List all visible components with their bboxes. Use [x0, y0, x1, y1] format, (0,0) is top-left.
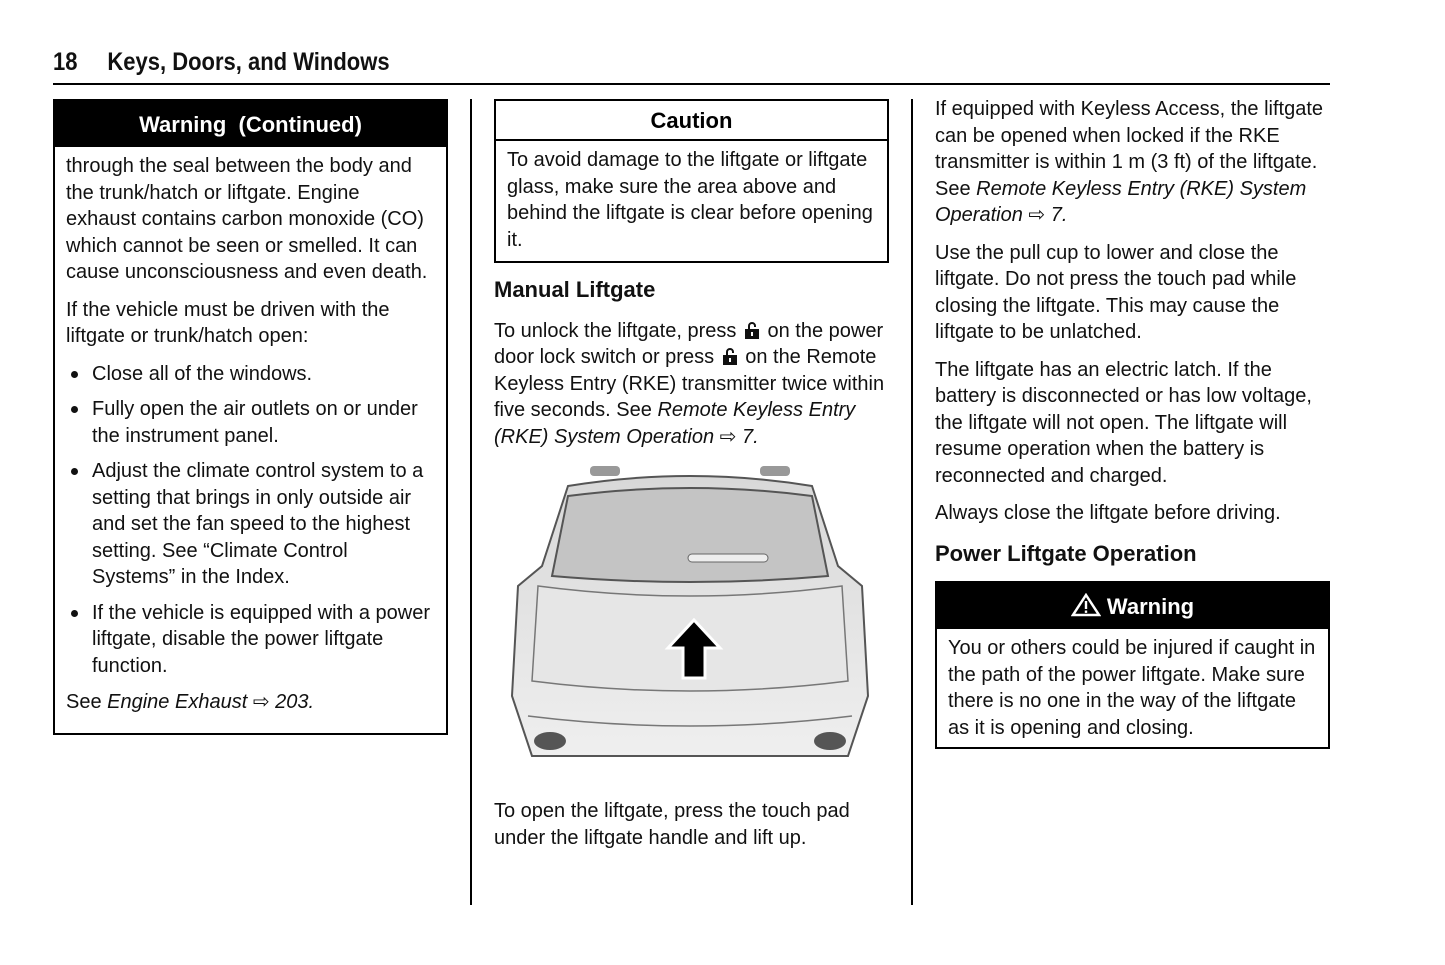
warning-triangle-icon: [1071, 593, 1101, 617]
column-1: [53, 99, 448, 735]
bullet-list: [66, 361, 435, 680]
paragraph: through the seal between the body and the trunk/hatch or liftgate. Engine exhaust contains carbon monoxide (CO) which cannot be seen or smelled. It can cause unconsciousness and even death.: [66, 155, 428, 283]
warning-title: Warning (Continued): [55, 101, 446, 147]
section-heading: Power Liftgate Operation: [935, 540, 1197, 566]
caution-text: To avoid damage to the liftgate or liftgate glass, make sure the area above and behind the liftgate is clear before opening it.: [507, 149, 873, 251]
list-item: Adjust the climate control system to a setting that brings in only outside air and set the fan speed to the highest setting. See “Climate Control Systems” in the Index.: [92, 458, 435, 591]
unlock-icon: [722, 347, 738, 365]
page-number: 18: [53, 48, 78, 76]
section-heading: Manual Liftgate: [494, 277, 656, 302]
paragraph: If the vehicle must be driven with the liftgate or trunk/hatch open:: [66, 298, 390, 347]
section-title: Keys, Doors, and Windows: [107, 48, 390, 76]
warning-text: You or others could be injured if caught in the path of the power liftgate. Make sure there is no one in the way of the liftgate as it is opening and closing.: [948, 637, 1316, 739]
warning-title: Warning: [1106, 594, 1195, 619]
paragraph: If equipped with Keyless Access, the liftgate can be opened when locked if the RKE transmitter is within 1 m (3 ft) of the liftgate. See Remote Keyless Entry (RKE) System Operation ⇨ 7.: [935, 98, 1323, 226]
paragraph: To unlock the liftgate, press on the power door lock switch or press on the Remote Keyless Entry (RKE) transmitter twice within five seconds. See Remote Keyless Entry (RKE) System Operation ⇨ 7.: [494, 319, 885, 448]
list-item: Close all of the windows.: [92, 361, 435, 388]
paragraph: Use the pull cup to lower and close the liftgate. Do not press the touch pad while closing the liftgate. This may cause the liftgate to be unlatched.: [935, 241, 1297, 343]
column-divider: [911, 99, 913, 905]
column-2: [494, 99, 889, 862]
paragraph: The liftgate has an electric latch. If the battery is disconnected or has low voltage, the liftgate will not open. The liftgate will resume operation when the battery is reconnected and charged.: [935, 358, 1312, 487]
arrow-icon: ⇨: [1028, 204, 1046, 226]
reference-link[interactable]: Remote Keyless Entry (RKE) System Operation: [494, 399, 856, 448]
reference-link[interactable]: Remote Keyless Entry (RKE) System Operation: [935, 177, 1307, 226]
arrow-icon: ⇨: [719, 425, 737, 448]
paragraph: Always close the liftgate before driving.: [935, 502, 1281, 524]
unlock-icon: [744, 321, 760, 339]
liftgate-illustration: [508, 466, 872, 778]
warning-box: [935, 581, 1330, 749]
see-reference: See Engine Exhaust ⇨ 203.: [66, 691, 315, 713]
warning-header: [937, 583, 1328, 629]
column-3: [935, 96, 1330, 749]
reference-link[interactable]: Engine Exhaust: [107, 691, 248, 713]
column-divider: [470, 99, 472, 905]
caution-box: [494, 99, 889, 263]
list-item: If the vehicle is equipped with a power liftgate, disable the power liftgate function.: [92, 600, 435, 680]
list-item: Fully open the air outlets on or under the instrument panel.: [92, 396, 435, 449]
paragraph: To open the liftgate, press the touch pad under the liftgate handle and lift up.: [494, 800, 850, 849]
warning-continued-box: [53, 99, 448, 735]
page-header: [53, 48, 419, 77]
header-rule: [53, 83, 1330, 85]
arrow-icon: ⇨: [252, 691, 270, 713]
caution-title: Caution: [496, 101, 887, 141]
